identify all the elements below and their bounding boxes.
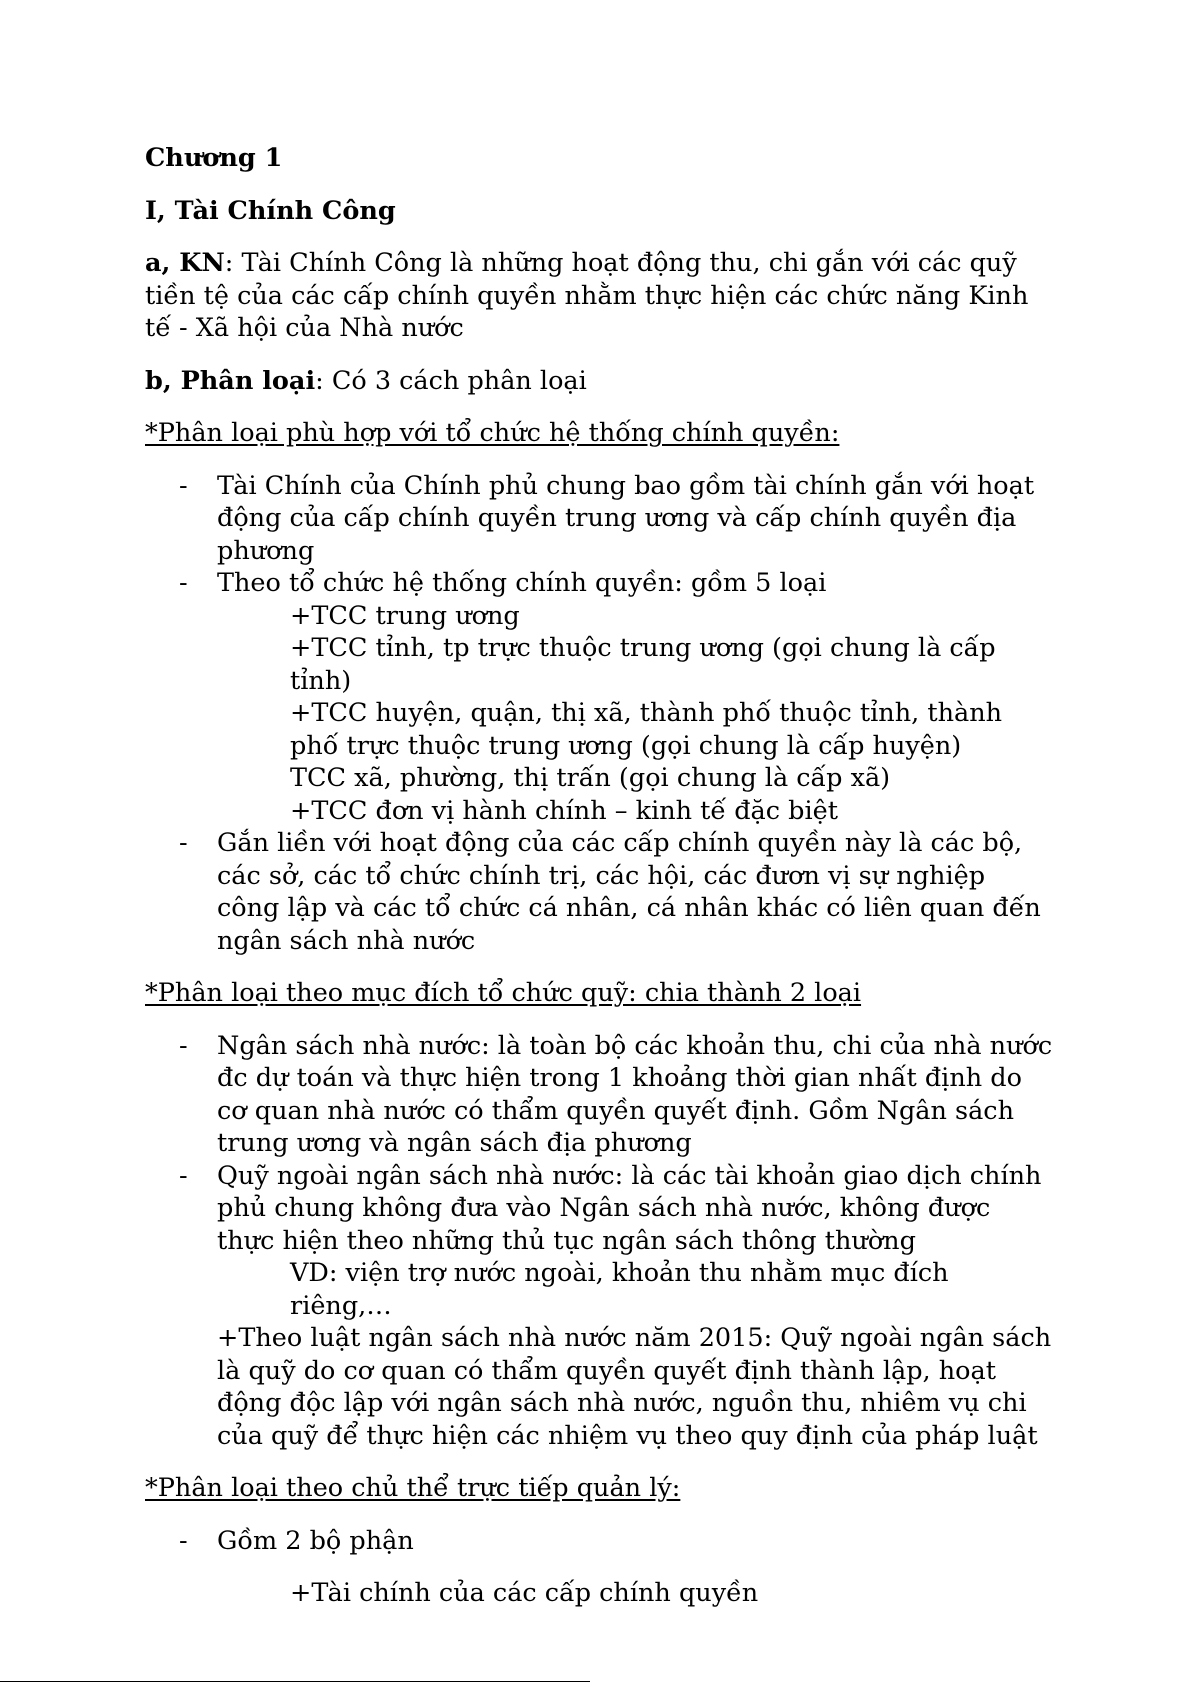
dash-bullet: - — [179, 1030, 188, 1061]
list-item — [145, 1160, 1055, 1453]
dash-bullet: - — [179, 828, 188, 858]
group3-list — [145, 1525, 1055, 1558]
definition-label: a, KN — [145, 248, 225, 278]
list-item-text: Ngân sách nhà nước: là toàn bộ các khoản thu, chi của nhà nước đc dự toán và thực hiện trong 1 khoảng thời gian nhất định do cơ quan nhà nước có thẩm quyền quyết định. Gồm Ngân sách trung ương và ngân sách địa phương — [217, 1030, 1053, 1158]
list-item — [145, 1525, 1055, 1558]
list-item-text: Tài Chính của Chính phủ chung bao gồm tài chính gắn với hoạt động của cấp chính quyền trung ương và cấp chính quyền địa phương — [217, 470, 1035, 566]
list-item-text: Gồm 2 bộ phận — [217, 1525, 414, 1556]
definition-paragraph — [145, 247, 1055, 345]
dash-bullet: - — [179, 1160, 188, 1191]
dash-bullet: - — [179, 470, 188, 501]
law-note: +Theo luật ngân sách nhà nước năm 2015: Quỹ ngoài ngân sách là quỹ do cơ quan có thẩm quyền quyết định thành lập, hoạt động độc lập với ngân sách nhà nước, nguồn thu, nhiêm vụ chi của quỹ để thực hiện các nhiệm vụ theo quy định của pháp luật — [217, 1323, 1052, 1451]
group2-title: *Phân loại theo mục đích tổ chức quỹ: chia thành 2 loại — [145, 978, 862, 1008]
chapter-title: Chương 1 — [145, 143, 283, 173]
list-item-text: Quỹ ngoài ngân sách nhà nước: là các tài khoản giao dịch chính phủ chung không đưa vào Ngân sách nhà nước, không được thực hiện theo những thủ tục ngân sách thông thường — [217, 1160, 1042, 1256]
classification-text: : Có 3 cách phân loại — [315, 365, 587, 396]
document-body — [145, 142, 1055, 1610]
section-title: I, Tài Chính Công — [145, 195, 396, 226]
classification-label: b, Phân loại — [145, 365, 316, 396]
dash-bullet: - — [179, 1525, 188, 1556]
example-text: VD: viện trợ nước ngoài, khoản thu nhằm mục đích riêng,… — [290, 1258, 949, 1321]
sub-item: TCC xã, phường, thị trấn (gọi chung là cấp xã) — [290, 763, 891, 793]
group2-list — [145, 1030, 1055, 1453]
list-item-text: Gắn liền với hoạt động của các cấp chính quyền này là các bộ, các sở, các tổ chức chính trị, các hội, các đươn vị sự nghiệp công lập và các tổ chức cá nhân, cá nhân khác có liên quan đến ngân sách nhà nước — [217, 828, 1041, 956]
sub-item: +TCC tỉnh, tp trực thuộc trung ương (gọi chung là cấp tỉnh) — [290, 633, 996, 696]
group1-title: *Phân loại phù hợp với tổ chức hệ thống chính quyền: — [145, 418, 840, 448]
sub-item: +TCC trung ương — [290, 600, 520, 631]
footnote-separator — [0, 1681, 590, 1682]
definition-text: : Tài Chính Công là những hoạt động thu, chi gắn với các quỹ tiền tệ của các cấp chính quyền nhằm thực hiện các chức năng Kinh tế - Xã hội của Nhà nước — [145, 248, 1029, 343]
list-item-text: Theo tổ chức hệ thống chính quyền: gồm 5 loại — [217, 568, 827, 598]
sub-item: +TCC huyện, quận, thị xã, thành phố thuộc tỉnh, thành phố trực thuộc trung ương (gọi chung là cấp huyện) — [290, 698, 1003, 761]
sub-item: +Tài chính của các cấp chính quyền — [290, 1578, 759, 1608]
list-item — [145, 470, 1055, 568]
classification-paragraph — [145, 365, 1055, 398]
list-item — [145, 827, 1055, 957]
sub-item: +TCC đơn vị hành chính – kinh tế đặc biệt — [290, 795, 838, 826]
list-item — [145, 1030, 1055, 1160]
group1-list — [145, 470, 1055, 958]
group3-title: *Phân loại theo chủ thể trực tiếp quản lý: — [145, 1473, 681, 1503]
dash-bullet: - — [179, 568, 188, 598]
list-item — [145, 567, 1055, 827]
